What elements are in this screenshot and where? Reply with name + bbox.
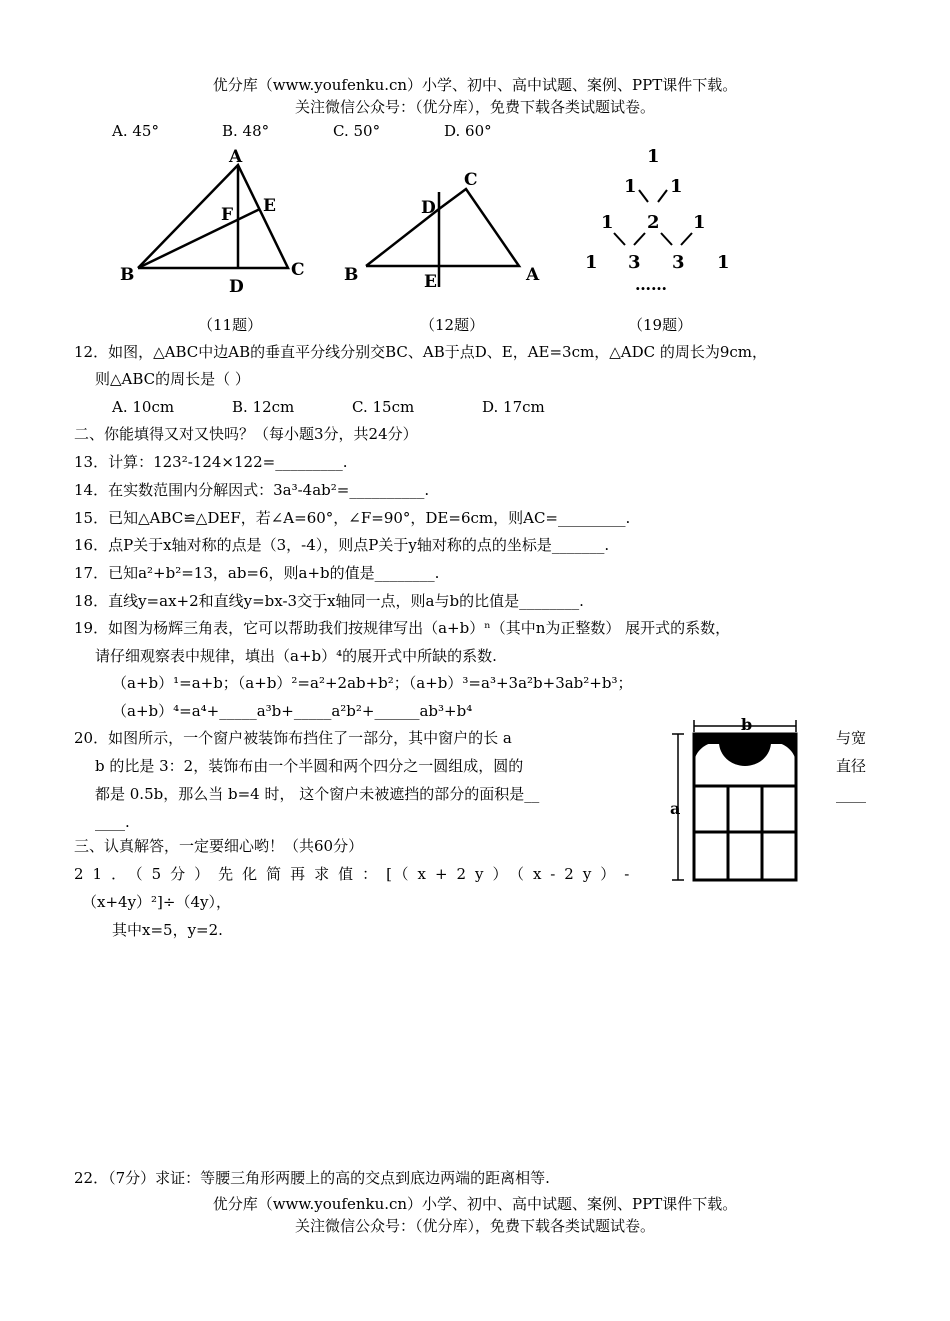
fig19-row2-1: 1: [624, 176, 637, 197]
figure-19: [575, 140, 745, 295]
q12-line-2: 则△ABC的周长是（ ）: [95, 370, 250, 388]
fig12-caption: （12题）: [420, 316, 485, 334]
figure-window: [668, 712, 808, 887]
fig19-row4-4: 1: [717, 252, 730, 273]
fig12-label-a: A: [526, 265, 540, 285]
fig12-label-e: E: [424, 272, 437, 292]
figure-12: [336, 162, 546, 292]
window-label-a: a: [670, 799, 681, 818]
q19-line-3: （a+b）¹=a+b；（a+b）²=a²+2ab+b²；（a+b）³=a³+3a²b+3ab²+b³；: [112, 674, 633, 692]
fig11-label-a: A: [229, 147, 243, 167]
q21-line-3: 其中x=5，y=2.: [112, 921, 223, 939]
q21-line-2: （x+4y）²]÷（4y），: [82, 893, 231, 911]
fig19-row4-1: 1: [585, 252, 598, 273]
q15: 15．已知△ABC≌△DEF，若∠A=60°，∠F=90°，DE=6cm，则AC=_________.: [74, 509, 631, 527]
q14: 14．在实数范围内分解因式：3a³-4ab²=__________.: [74, 481, 430, 499]
fig19-row3-3: 1: [693, 212, 706, 233]
q12-option-b: B. 12cm: [232, 398, 295, 416]
fig19-row2-2: 1: [670, 176, 683, 197]
q21-line-1: 21．（5分）先化简再求值：[（x+2y）（x-2y）-: [74, 865, 639, 883]
q12-line-1: 12．如图，△ABC中边AB的垂直平分线分别交BC、AB于点D、E，AE=3cm，△ADC 的周长为9cm，: [74, 343, 768, 361]
fig19-row1-1: 1: [647, 146, 660, 167]
fig11-label-d: D: [229, 277, 244, 295]
header-line-2: 关注微信公众号：（优分库），免费下载各类试题试卷。: [294, 98, 655, 116]
q20-line-3-tail: ____: [836, 785, 866, 803]
footer-line-1: 优分库（www.youfenku.cn）小学、初中、高中试题、案例、PPT课件下载。: [212, 1195, 738, 1213]
header-line-1: 优分库（www.youfenku.cn）小学、初中、高中试题、案例、PPT课件下载。: [212, 76, 738, 94]
q13: 13．计算：123²-124×122=_________.: [74, 453, 348, 471]
fig12-label-c: C: [464, 170, 478, 190]
fig11-label-f: F: [221, 205, 234, 225]
q20-line-2: b 的比是 3：2，装饰布由一个半圆和两个四分之一圆组成，圆的: [95, 757, 524, 775]
q12-option-d: D. 17cm: [482, 398, 545, 416]
q12-option-a: A. 10cm: [112, 398, 175, 416]
q20-line-1-tail: 与宽: [836, 729, 867, 747]
fig12-label-b: B: [344, 265, 359, 285]
footer-line-2: 关注微信公众号：（优分库），免费下载各类试题试卷。: [294, 1217, 655, 1235]
q18: 18．直线y=ax+2和直线y=bx-3交于x轴同一点，则a与b的比值是________.: [74, 592, 584, 610]
figure-11: [110, 145, 320, 295]
fig11-caption: （11题）: [198, 316, 263, 334]
q16: 16．点P关于x轴对称的点是（3，-4），则点P关于y轴对称的点的坐标是_______.: [74, 536, 610, 554]
q11-option-d: D. 60°: [444, 122, 492, 140]
fig11-label-c: C: [291, 260, 305, 280]
section-2-heading: 二、你能填得又对又快吗？（每小题3分，共24分）: [74, 425, 418, 443]
q20-line-1: 20．如图所示，一个窗户被装饰布挡住了一部分，其中窗户的长 a: [74, 729, 512, 747]
q20-line-2-tail: 直径: [836, 757, 867, 775]
fig19-row3-1: 1: [601, 212, 614, 233]
q19-line-1: 19．如图为杨辉三角表，它可以帮助我们按规律写出（a+b）ⁿ（其中n为正整数） 展开式的系数，: [74, 619, 731, 637]
q22: 22．（7分）求证：等腰三角形两腰上的高的交点到底边两端的距离相等.: [74, 1169, 550, 1187]
q20-line-4: ____.: [95, 813, 130, 831]
section-3-heading: 三、认真解答，一定要细心哟！（共60分）: [74, 837, 364, 855]
fig19-row4-3: 3: [672, 252, 685, 273]
fig19-row4-2: 3: [628, 252, 641, 273]
fig19-ellipsis: ……: [635, 275, 667, 294]
fig19-caption: （19题）: [628, 316, 693, 334]
fig11-label-e: E: [263, 196, 276, 216]
q19-line-4: （a+b）⁴=a⁴+_____a³b+_____a²b²+______ab³+b⁴: [112, 702, 473, 720]
q19-line-2: 请仔细观察表中规律，填出（a+b）⁴的展开式中所缺的系数.: [95, 647, 497, 665]
fig19-row3-2: 2: [647, 212, 660, 233]
q20-line-3: 都是 0.5b，那么当 b=4 时， 这个窗户未被遮挡的部分的面积是__: [95, 785, 540, 803]
q11-option-a: A. 45°: [112, 122, 159, 140]
q11-option-b: B. 48°: [222, 122, 270, 140]
q17: 17．已知a²+b²=13，ab=6，则a+b的值是________.: [74, 564, 440, 582]
fig12-label-d: D: [421, 198, 436, 218]
q11-option-c: C. 50°: [333, 122, 381, 140]
fig11-label-b: B: [120, 265, 135, 285]
q12-option-c: C. 15cm: [352, 398, 415, 416]
window-label-b: b: [741, 715, 753, 734]
